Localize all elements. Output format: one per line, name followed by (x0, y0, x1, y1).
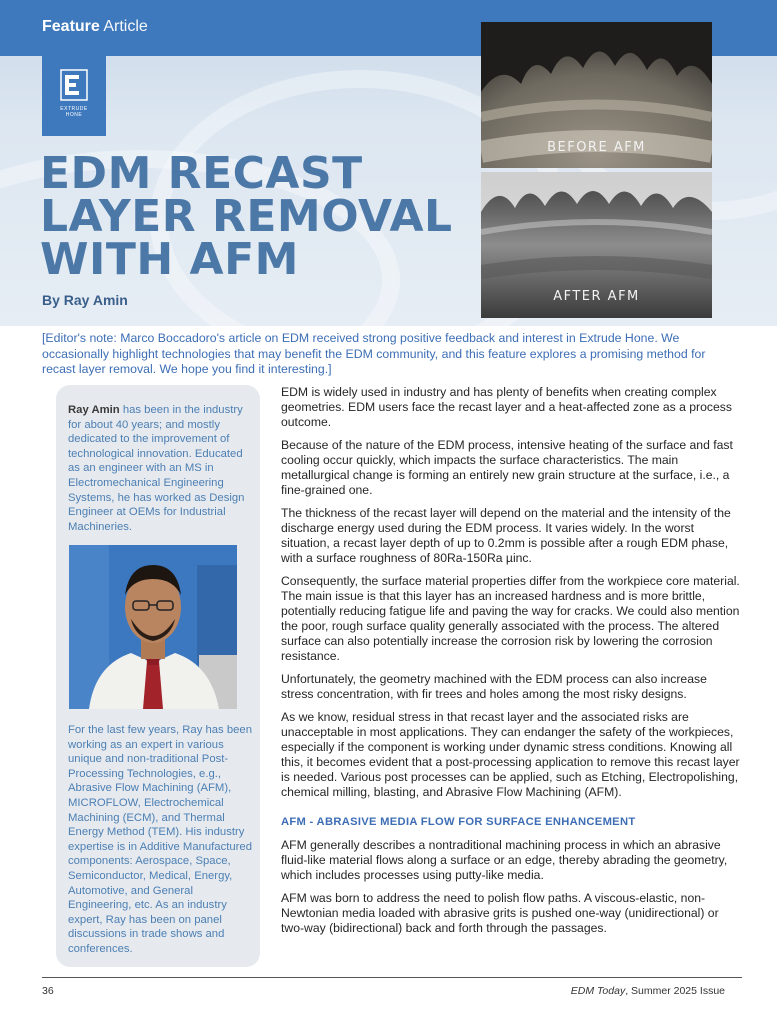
byline: By Ray Amin (42, 292, 128, 308)
page-number: 36 (42, 985, 54, 997)
article-body (281, 385, 741, 944)
issue-label: EDM Today, Summer 2025 Issue (570, 985, 725, 997)
section-heading: AFM - ABRASIVE MEDIA FLOW FOR SURFACE ENHANCEMENT (281, 816, 636, 828)
logo-e-icon (57, 68, 91, 102)
footer-divider (42, 977, 742, 978)
logo-text: EXTRUDE HONE (60, 106, 88, 118)
author-bio-details: For the last few years, Ray has been working as an expert in various unique and non-traditional Post-Processing Technologies, e.g., Abrasive Flow Machining (AFM), MICROFLOW, Electrochemical Machining (ECM), and Thermal Energy Method (TEM). His industry expertise is in Additive Manufactured components: Aerospace, Space, Semiconductor, Medical, Energy, Automotive, and General Engineering, etc. As an industry expert, Ray has been on panel discussions in trade shows and conferences. (68, 724, 252, 955)
photo-after-afm (481, 172, 712, 318)
author-portrait-image (69, 545, 237, 709)
paragraph: Consequently, the surface material properties differ from the workpiece core material. The main issue is that this layer has an increased hardness and is more brittle, potentially reducing fatigue life and paving the way for cracks. We could also mention the poor, rough surface quality generally associated with the process. The altered surface can also potentially increase the corrosion risk by lowering the corrosion resistance. (281, 574, 740, 663)
paragraph: AFM generally describes a nontraditional machining process in which an abrasive fluid-like material flows along a surface or an edge, thereby abrading the geometry, which includes processes using putty-like media. (281, 838, 728, 882)
paragraph: Because of the nature of the EDM process, intensive heating of the surface and fast cooling occur quickly, which impacts the surface characteristics. The main metallurgical change is forming an entirely new grain structure at the surface, i.e., a fine-grained one. (281, 438, 733, 497)
article-title: EDM RECAST LAYER REMOVAL WITH AFM (40, 148, 453, 285)
section-label: Feature Article (42, 18, 148, 35)
author-bio-intro: Ray Amin has been in the industry for about 40 years; and mostly dedicated to the improvement of technological innovation. Educated as an engineer with an MS in Electromechanical Engineering Systems, he has worked as Design Engineer at OEMs for Industrial Machineries. (68, 404, 245, 533)
paragraph: Unfortunately, the geometry machined with the EDM process can also increase stress concentration, with fir trees and holes among the most risky designs. (281, 672, 707, 701)
before-caption: BEFORE AFM (547, 140, 646, 155)
after-caption: AFTER AFM (553, 289, 640, 304)
extrude-hone-logo (42, 56, 106, 136)
author-name: Ray Amin (68, 404, 120, 416)
paragraph: The thickness of the recast layer will depend on the material and the intensity of the discharge energy used during the EDM process. It varies widely. In the worst situation, a recast layer depth of up to 0.2mm is possible after a rough EDM phase, with a surface roughness of 80Ra-150Ra µinc. (281, 506, 731, 565)
paragraph: EDM is widely used in industry and has plenty of benefits when creating complex geometries. EDM users face the recast layer and a heat-affected zone as a process outcome. (281, 385, 732, 429)
paragraph: AFM was born to address the need to polish flow paths. A viscous-elastic, non-Newtonian media loaded with abrasive grits is pushed one-way (unidirectional) or two-way (bidirectional) back and forth through the passages. (281, 891, 719, 935)
editor-note: [Editor's note: Marco Boccadoro's article on EDM received strong positive feedback and interest in Extrude Hone. We occasionally highlight technologies that may benefit the EDM community, and this feature explores a promising method for recast layer removal. We hope you find it interesting.] (42, 331, 706, 376)
author-photo (69, 545, 237, 709)
paragraph: As we know, residual stress in that recast layer and the associated risks are unacceptable in most applications. They can endanger the safety of the workpieces, especially if the component is working under dynamic stress conditions. Knowing all this, it becomes evident that a post-processing application to remove this recast layer is needed. Various post processes can be applied, such as Etching, Electropolishing, chemical milling, blasting, and Abrasive Flow Machining (AFM). (281, 710, 740, 799)
photo-before-afm (481, 22, 712, 168)
